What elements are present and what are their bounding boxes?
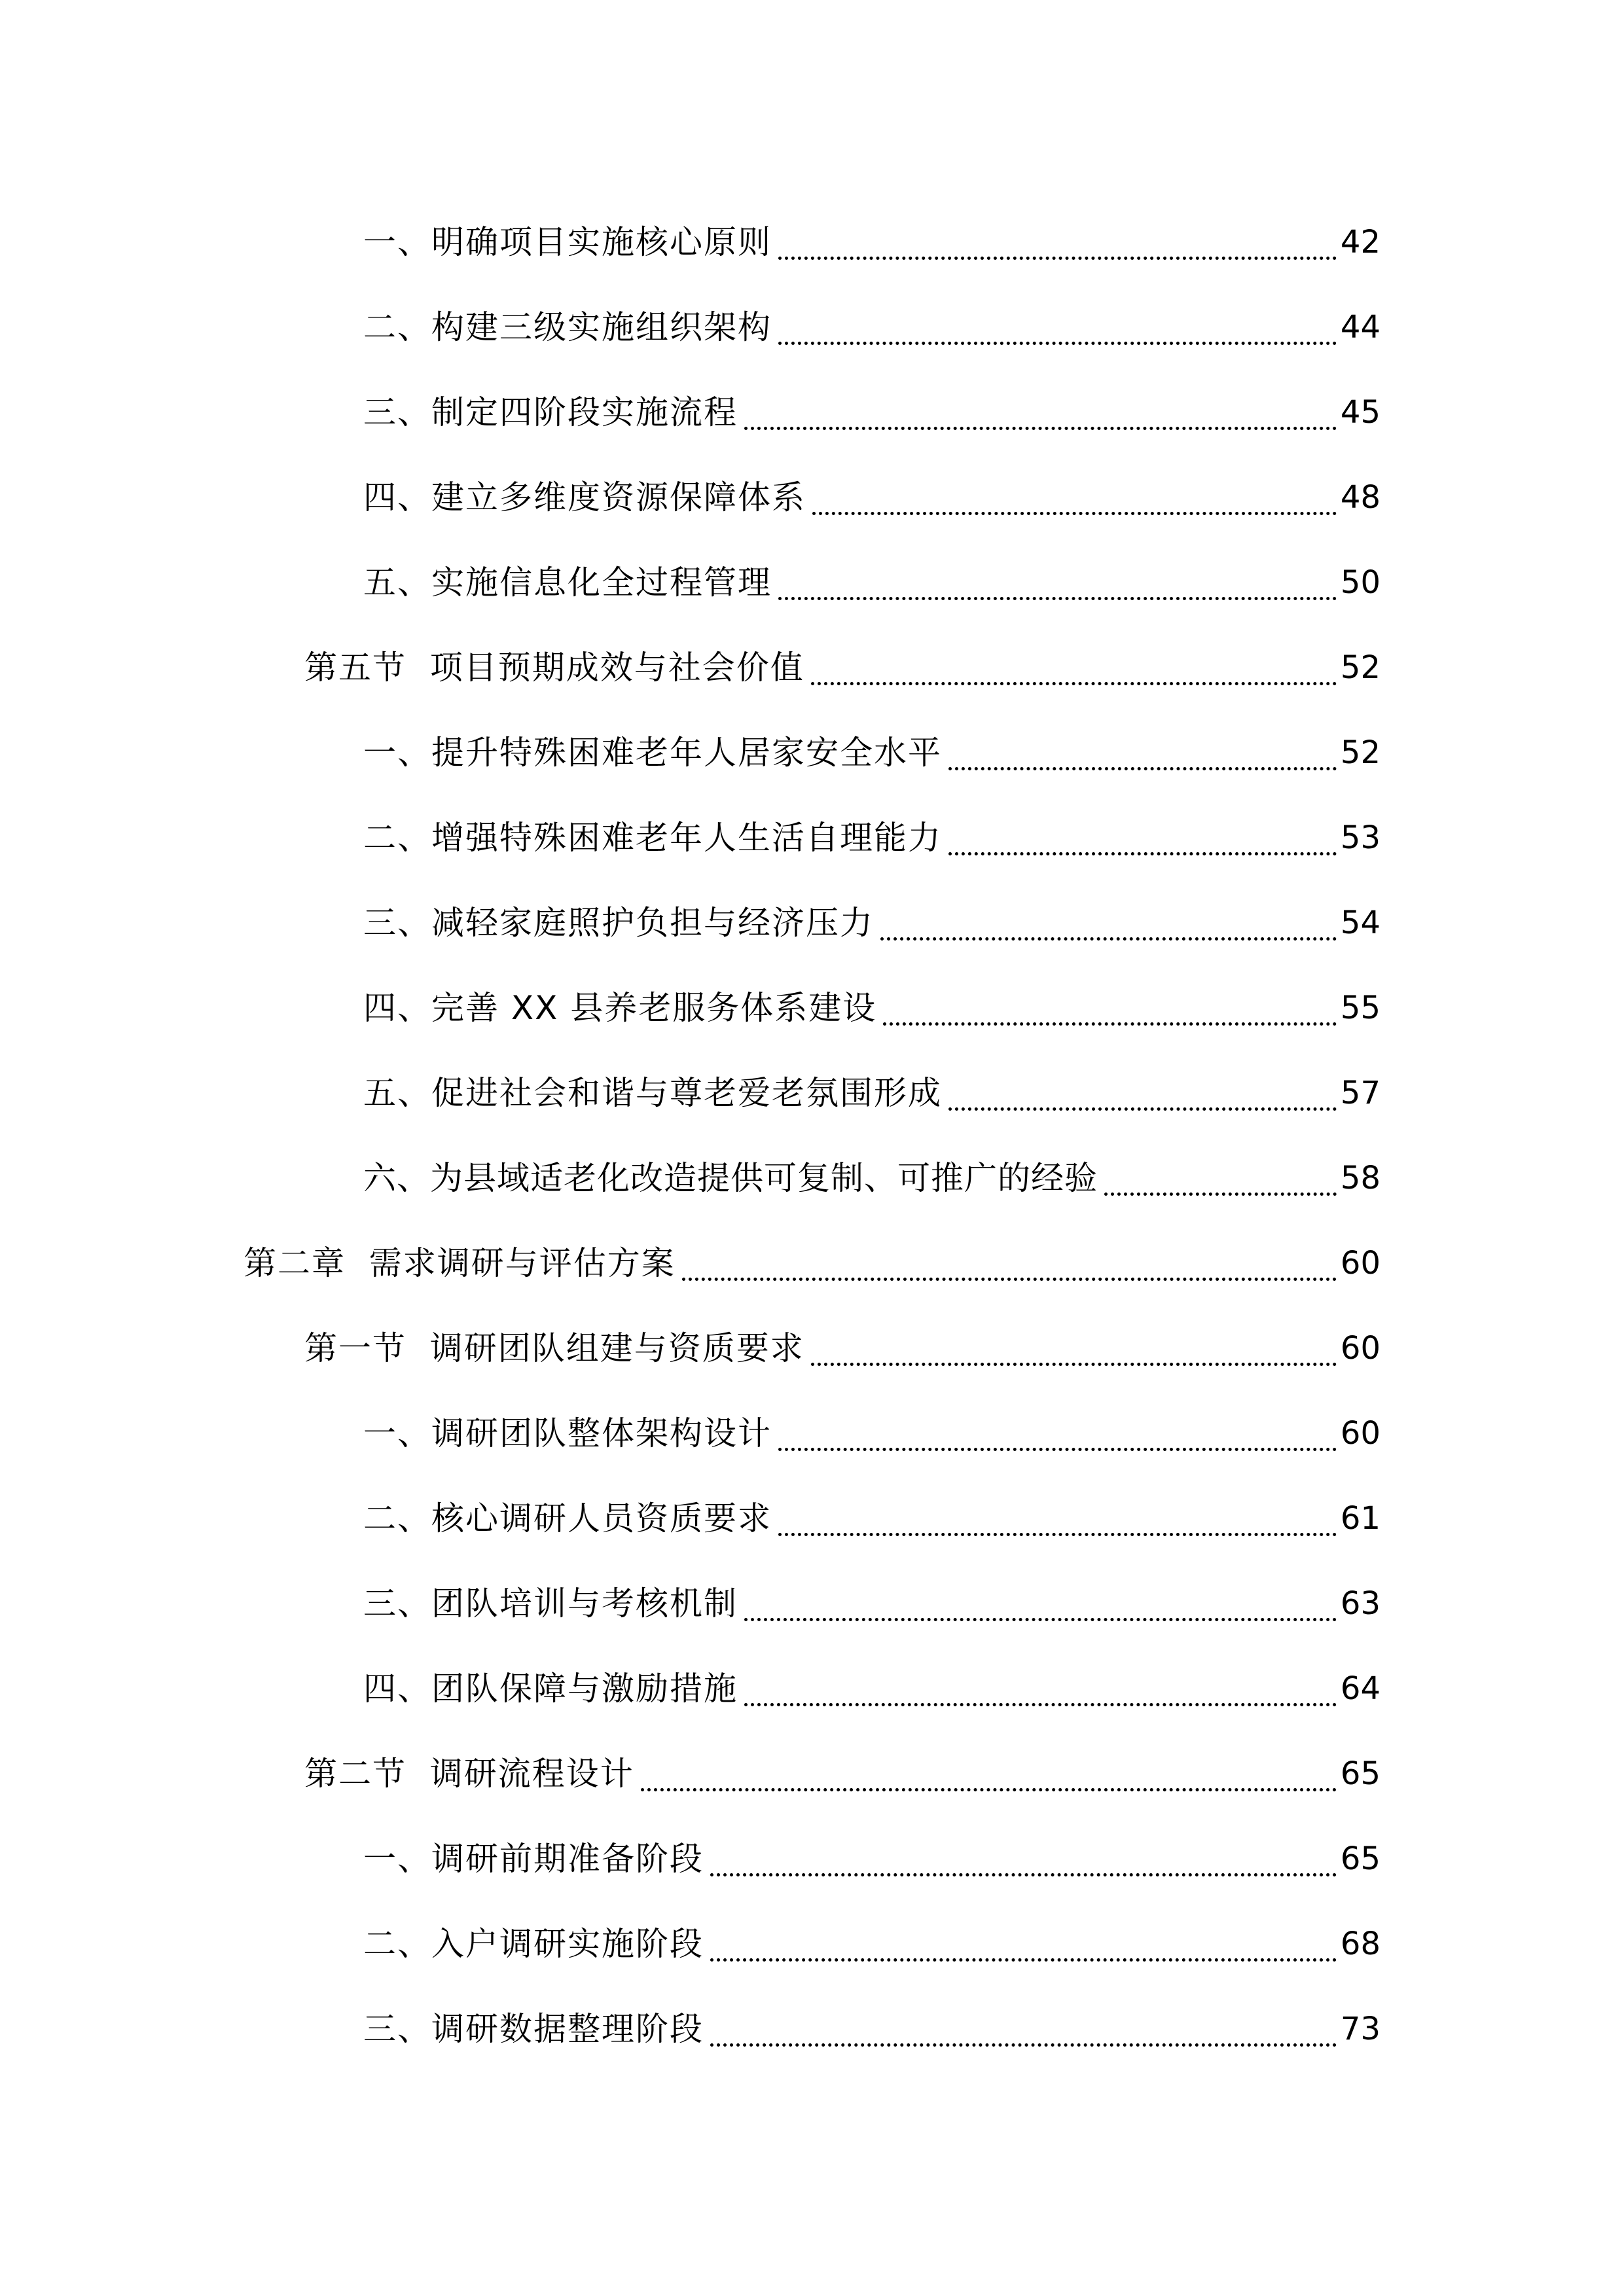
toc-entry[interactable]	[363, 805, 1380, 870]
toc-entry-section[interactable]	[304, 1741, 1380, 1806]
toc-entry-title: 三、调研数据整理阶段	[363, 2010, 704, 2048]
toc-entry[interactable]	[363, 380, 1380, 445]
toc-entry[interactable]	[363, 465, 1380, 530]
toc-entry-page: 53	[1340, 819, 1380, 856]
toc-entry-title: 三、制定四阶段实施流程	[363, 393, 738, 431]
toc-entry-section[interactable]	[304, 635, 1380, 700]
toc-entry-title: 四、完善 XX 县养老服务体系建设	[363, 989, 877, 1027]
toc-entry-page: 57	[1340, 1075, 1380, 1111]
toc-entry-title: 二、增强特殊困难老年人生活自理能力	[363, 819, 942, 857]
toc-entry[interactable]	[363, 1060, 1380, 1126]
toc-entry[interactable]	[363, 550, 1380, 615]
toc-entry-section[interactable]	[304, 1316, 1380, 1381]
toc-entry[interactable]	[363, 1911, 1380, 1977]
toc-entry-title: 第一节 调研团队组建与资质要求	[304, 1329, 804, 1367]
toc-entry[interactable]	[363, 1571, 1380, 1636]
toc-entry-page: 65	[1340, 1755, 1380, 1792]
toc-dot-leader	[948, 702, 1337, 770]
toc-entry-page: 50	[1340, 564, 1380, 601]
toc-dot-leader	[811, 1297, 1337, 1366]
toc-dot-leader	[1104, 1127, 1337, 1196]
toc-entry-page: 42	[1340, 224, 1380, 260]
toc-dot-leader	[778, 1467, 1337, 1536]
toc-dot-leader	[744, 361, 1337, 430]
toc-dot-leader	[883, 957, 1337, 1026]
toc-entry-page: 65	[1340, 1840, 1380, 1877]
toc-entry[interactable]	[363, 295, 1380, 360]
toc-entry-page: 58	[1340, 1160, 1380, 1196]
toc-entry[interactable]	[363, 209, 1380, 275]
toc-entry[interactable]	[363, 890, 1380, 956]
toc-dot-leader	[682, 1212, 1337, 1281]
toc-entry[interactable]	[363, 1996, 1380, 2062]
toc-dot-leader	[778, 1382, 1337, 1451]
toc-entry-page: 44	[1340, 309, 1380, 346]
toc-entry-chapter[interactable]	[244, 1230, 1380, 1296]
toc-dot-leader	[812, 446, 1337, 515]
toc-entry-title: 第二节 调研流程设计	[304, 1755, 634, 1793]
toc-entry-page: 60	[1340, 1415, 1380, 1452]
toc-dot-leader	[948, 787, 1337, 855]
toc-entry[interactable]	[363, 1486, 1380, 1551]
toc-entry-title: 六、为县域适老化改造提供可复制、可推广的经验	[363, 1159, 1098, 1197]
toc-entry-title: 一、调研团队整体架构设计	[363, 1414, 772, 1452]
toc-entry-page: 52	[1340, 649, 1380, 686]
toc-entry-page: 48	[1340, 479, 1380, 516]
toc-entry-title: 四、团队保障与激励措施	[363, 1670, 738, 1708]
toc-dot-leader	[778, 531, 1337, 600]
toc-entry-title: 一、提升特殊困难老年人居家安全水平	[363, 734, 942, 772]
toc-dot-leader	[744, 1552, 1337, 1621]
toc-entry-title: 第二章 需求调研与评估方案	[244, 1244, 676, 1282]
toc-entry-page: 60	[1340, 1245, 1380, 1282]
toc-dot-leader	[880, 872, 1337, 941]
toc-entry-title: 一、明确项目实施核心原则	[363, 223, 772, 261]
toc-dot-leader	[744, 1638, 1337, 1706]
toc-entry[interactable]	[363, 720, 1380, 785]
toc-entry-page: 52	[1340, 734, 1380, 771]
toc-entry-title: 二、入户调研实施阶段	[363, 1925, 704, 1963]
toc-dot-leader	[710, 1978, 1337, 2047]
toc-entry-title: 五、促进社会和谐与尊老爱老氛围形成	[363, 1074, 942, 1112]
toc-dot-leader	[641, 1723, 1337, 1791]
toc-entry[interactable]	[363, 1656, 1380, 1721]
toc-entry-page: 60	[1340, 1330, 1380, 1367]
toc-dot-leader	[948, 1042, 1337, 1111]
toc-entry-title: 四、建立多维度资源保障体系	[363, 478, 806, 516]
toc-dot-leader	[811, 617, 1337, 685]
toc-dot-leader	[710, 1893, 1337, 1962]
toc-entry-title: 二、核心调研人员资质要求	[363, 1499, 772, 1537]
toc-entry-page: 45	[1340, 394, 1380, 431]
toc-entry-page: 64	[1340, 1670, 1380, 1707]
toc-entry-page: 55	[1340, 990, 1380, 1026]
toc-entry[interactable]	[363, 1826, 1380, 1892]
toc-entry[interactable]	[363, 975, 1380, 1041]
toc-entry-page: 68	[1340, 1926, 1380, 1962]
toc-entry-title: 第五节 项目预期成效与社会价值	[304, 649, 804, 687]
toc-entry[interactable]	[363, 1401, 1380, 1466]
toc-entry-page: 63	[1340, 1585, 1380, 1622]
toc-entry-page: 73	[1340, 2011, 1380, 2047]
toc-entry-page: 54	[1340, 905, 1380, 941]
toc-dot-leader	[710, 1808, 1337, 1876]
toc-entry-title: 二、构建三级实施组织架构	[363, 308, 772, 346]
toc-entry-title: 三、团队培训与考核机制	[363, 1585, 738, 1623]
toc-dot-leader	[778, 191, 1337, 260]
toc-entry-title: 五、实施信息化全过程管理	[363, 564, 772, 601]
toc-entry[interactable]	[363, 1145, 1380, 1211]
toc-dot-leader	[778, 276, 1337, 345]
toc-entry-page: 61	[1340, 1500, 1380, 1537]
toc-entry-title: 三、减轻家庭照护负担与经济压力	[363, 904, 874, 942]
toc-entry-title: 一、调研前期准备阶段	[363, 1840, 704, 1878]
